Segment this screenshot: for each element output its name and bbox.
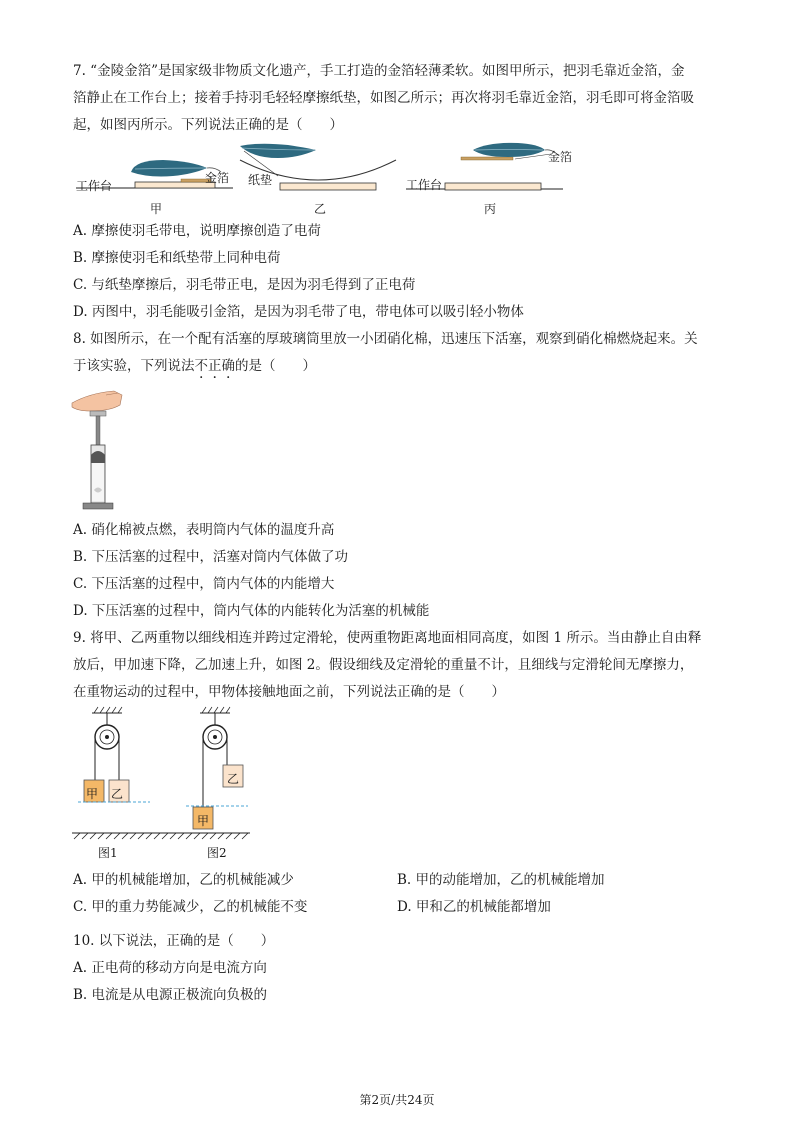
q9-fig2-yi: 乙 xyxy=(227,772,240,786)
q9-fig2-caption: 图2 xyxy=(207,846,227,860)
q9-fig2-jia: 甲 xyxy=(197,814,210,828)
q7-option-d: D. 丙图中，羽毛能吸引金箔，是因为羽毛带了电，带电体可以吸引轻小物体 xyxy=(73,304,524,320)
q8-emphasis-3: 确 xyxy=(221,358,235,374)
q10-stem: 10. 以下说法，正确的是（ ） xyxy=(73,933,275,949)
q9-fig1-jia: 甲 xyxy=(86,787,99,801)
q8-stem-pre: 于该实验，下列说法 xyxy=(73,358,195,374)
q8-stem-line1: 8. 如图所示，在一个配有活塞的厚玻璃筒里放一小团硝化棉，迅速压下活塞，观察到硝化棉燃烧起来。关 xyxy=(73,331,698,347)
q7-jia-caption: 甲 xyxy=(150,202,163,216)
q9-option-c: C. 甲的重力势能减少，乙的机械能不变 xyxy=(73,899,308,915)
q8-figure-piston xyxy=(70,385,130,515)
q7-bing-table-label: 工作台 xyxy=(406,178,443,192)
q8-option-a: A. 硝化棉被点燃，表明筒内气体的温度升高 xyxy=(73,522,335,538)
q9-option-a: A. 甲的机械能增加，乙的机械能减少 xyxy=(73,872,294,888)
q7-bing-foil-label: 金箔 xyxy=(548,150,573,164)
page-footer: 第2页/共24页 xyxy=(359,1093,435,1107)
q8-stem-post: 的是（ ） xyxy=(235,358,316,374)
q7-stem-line3: 起，如图丙所示。下列说法正确的是（ ） xyxy=(73,117,343,133)
q9-stem-line1: 9. 将甲、乙两重物以细线相连并跨过定滑轮，使两重物距离地面相同高度，如图 1 所示。当由静止自由释 xyxy=(73,630,702,646)
q8-option-d: D. 下压活塞的过程中，筒内气体的内能转化为活塞的机械能 xyxy=(73,603,430,619)
q9-figure-pulleys xyxy=(70,705,270,855)
q9-stem-line2: 放后，甲加速下降，乙加速上升，如图 2。假设细线及定滑轮的重量不计，且细线与定滑轮间无摩擦力， xyxy=(73,657,694,673)
q9-stem-line3: 在重物运动的过程中，甲物体接触地面之前，下列说法正确的是（ ） xyxy=(73,684,505,700)
q9-fig1-yi: 乙 xyxy=(111,787,124,801)
q7-stem-line1: 7. “金陵金箔”是国家级非物质文化遗产，手工打造的金箔轻薄柔软。如图甲所示，把羽毛靠近金箔，金 xyxy=(73,63,685,79)
q9-option-b: B. 甲的动能增加，乙的机械能增加 xyxy=(397,872,605,888)
q8-option-b: B. 下压活塞的过程中，活塞对筒内气体做了功 xyxy=(73,549,349,565)
q7-jia-foil-label: 金箔 xyxy=(205,171,230,185)
q7-option-c: C. 与纸垫摩擦后，羽毛带正电，是因为羽毛得到了正电荷 xyxy=(73,277,416,293)
q9-option-d: D. 甲和乙的机械能都增加 xyxy=(397,899,551,915)
q8-stem-line2 xyxy=(73,357,316,375)
q7-bing-caption: 丙 xyxy=(484,202,497,216)
q7-yi-caption: 乙 xyxy=(314,202,327,216)
q9-fig1-caption: 图1 xyxy=(98,846,118,860)
q10-option-a: A. 正电荷的移动方向是电流方向 xyxy=(73,960,267,976)
q7-stem-line2: 箔静止在工作台上；接着手持羽毛轻轻摩擦纸垫，如图乙所示；再次将羽毛靠近金箔，羽毛即可将金箔吸 xyxy=(73,90,694,106)
q8-emphasis-1: 不 xyxy=(194,358,208,374)
q7-yi-pad-label: 纸垫 xyxy=(248,173,273,187)
q10-option-b: B. 电流是从电源正极流向负极的 xyxy=(73,987,268,1003)
q7-option-a: A. 摩擦使羽毛带电，说明摩擦创造了电荷 xyxy=(73,223,321,239)
q7-option-b: B. 摩擦使羽毛和纸垫带上同种电荷 xyxy=(73,250,281,266)
q7-jia-table-label: 工作台 xyxy=(76,179,113,193)
q8-emphasis-2: 正 xyxy=(208,358,222,374)
q8-option-c: C. 下压活塞的过程中，筒内气体的内能增大 xyxy=(73,576,335,592)
q7-figure-yi xyxy=(238,140,398,200)
